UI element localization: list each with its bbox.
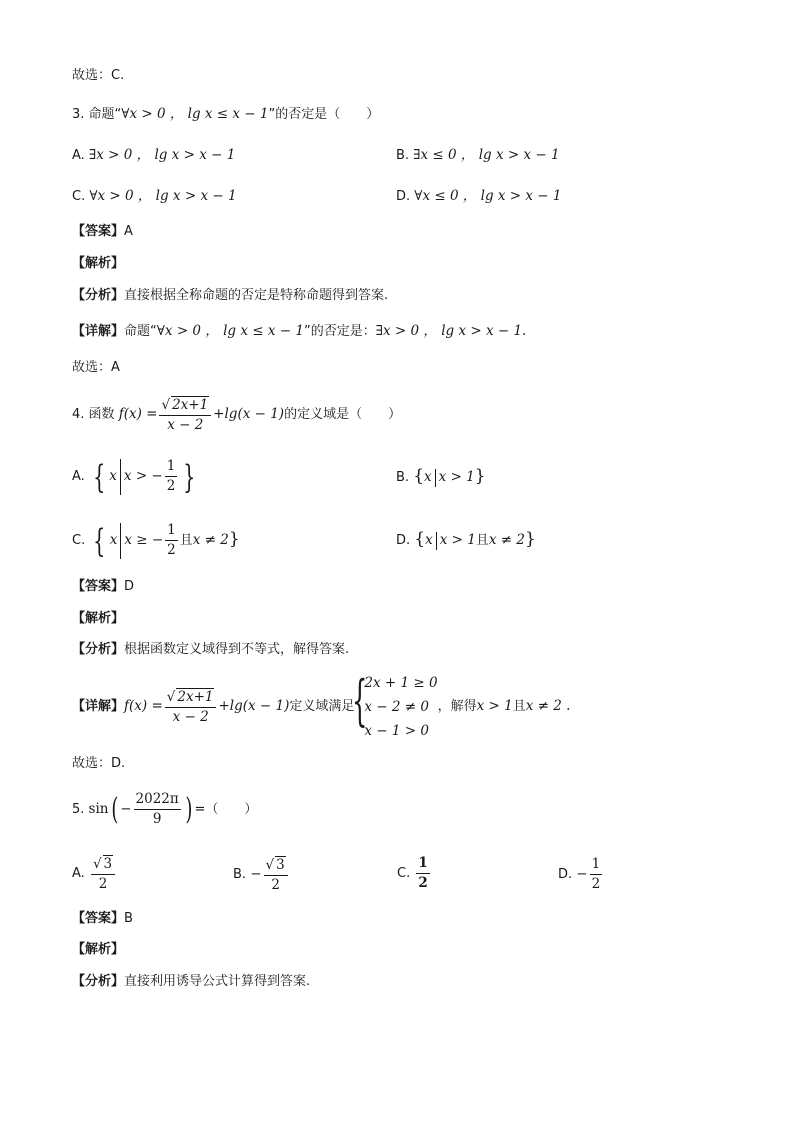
q4-xj-solve-math2: x ≠ 2 . — [525, 698, 571, 714]
q5-option-b-frac — [264, 856, 288, 894]
q4-option-b-cond: x > 1 — [438, 469, 475, 485]
q4-conclusion-answer: D. — [111, 756, 126, 771]
right-brace-icon: } — [474, 466, 486, 486]
q3-fenxi-tag: 【分析】 — [72, 288, 125, 303]
left-brace-icon: { — [93, 521, 106, 560]
q5-option-a-num: 3 — [103, 855, 113, 872]
q4-option-d-tail-math: x ≠ 2 — [488, 532, 525, 548]
q4-option-c-tail-math: x ≠ 2 — [192, 532, 229, 548]
q5-option-a-label: A. — [72, 866, 85, 881]
q4-option-b-var: x — [424, 469, 432, 485]
q4-inequality-system — [352, 668, 438, 743]
q4-fenxi-tag: 【分析】 — [72, 642, 125, 657]
q5-option-a — [72, 852, 117, 896]
q3-option-c-label: C. — [72, 189, 86, 204]
q3-jiexi — [72, 254, 124, 274]
q4-system-row-2: x − 2 ≠ 0 — [364, 698, 429, 715]
q3-stem-pre: 命题“ — [88, 107, 122, 122]
q4-xj-word: 定义域满足 — [289, 699, 355, 714]
q4-xiangjie — [72, 668, 570, 745]
q4-option-a-label: A. — [72, 469, 85, 484]
q4-xj-fx: f(x) = — [124, 698, 163, 714]
right-paren-icon: ) — [185, 791, 193, 827]
q5-jiexi — [72, 940, 124, 960]
q3-option-b — [396, 145, 560, 166]
right-brace-icon: } — [524, 529, 536, 549]
q4-option-c-tail-word: 且 — [179, 533, 193, 548]
q3-xiangjie-math1: ∀x > 0 ， lg x ≤ x − 1 — [156, 323, 304, 339]
q3-option-a-label: A. — [72, 148, 85, 163]
q4-jiexi — [72, 609, 124, 629]
q3-answer-value: A — [124, 224, 133, 239]
q2-conclusion — [72, 66, 124, 86]
q3-number: 3. — [72, 107, 85, 122]
q4-conclusion — [72, 754, 125, 774]
q5-option-b-sign: − — [250, 866, 262, 882]
q4-option-c-frac-num: 1 — [165, 522, 178, 541]
q4-option-c-frac — [165, 522, 178, 559]
q4-answer-tag: 【答案】 — [72, 579, 125, 594]
q4-jiexi-tag: 【解析】 — [72, 611, 125, 626]
q5-jiexi-tag: 【解析】 — [72, 942, 125, 957]
left-paren-icon: ( — [110, 791, 118, 827]
q3-xiangjie-tag: 【详解】 — [72, 324, 125, 339]
q3-answer-tag: 【答案】 — [72, 224, 125, 239]
q5-option-b — [233, 852, 290, 897]
q4-option-b-label: B. — [396, 470, 410, 485]
right-brace-icon: } — [183, 457, 196, 496]
q3-xiangjie-mid: ”的否定是： — [303, 324, 376, 339]
q3-option-a-math: ∃x > 0 ， lg x > x − 1 — [88, 147, 236, 163]
left-brace-icon: { — [414, 529, 426, 549]
q4-option-c-cond: x ≥ − — [124, 532, 164, 548]
q5-option-c — [397, 852, 432, 896]
q5-fraction — [134, 791, 181, 828]
q4-xj-fraction-num: 2x+1 — [177, 688, 214, 705]
q5-stem-post: =（ ） — [194, 802, 258, 817]
q3-option-b-label: B. — [396, 148, 410, 163]
q5-option-c-den: 2 — [418, 875, 428, 891]
q4-option-d-cond: x > 1 — [439, 532, 476, 548]
q4-conclusion-label: 故选： — [72, 756, 112, 771]
q4-option-c-frac-den: 2 — [167, 542, 176, 558]
q4-stem-pre: 函数 — [88, 407, 115, 422]
q4-option-a-frac-num: 1 — [165, 458, 178, 477]
set-bar-icon — [436, 532, 437, 550]
q4-xj-and: 且 — [512, 699, 526, 714]
q5-number: 5. — [72, 802, 85, 817]
q5-option-d-frac — [590, 856, 603, 893]
q4-answer-value: D — [124, 579, 135, 594]
q4-number: 4. — [72, 407, 85, 422]
q5-option-b-num: 3 — [276, 856, 285, 873]
q5-option-b-den: 2 — [271, 876, 280, 893]
q4-stem — [72, 394, 401, 435]
q5-sin: sin — [88, 801, 109, 817]
set-bar-icon — [435, 469, 436, 487]
q3-answer — [72, 222, 133, 242]
q3-stem-post: ”的否定是（ ） — [268, 107, 380, 122]
q4-option-d — [396, 529, 536, 551]
q5-answer — [72, 909, 133, 929]
q4-fraction — [159, 396, 211, 434]
q4-option-b — [396, 466, 486, 488]
q4-fraction-den: x − 2 — [167, 416, 204, 433]
q5-option-c-label: C. — [397, 866, 411, 881]
system-brace-icon: { — [352, 668, 368, 732]
q4-option-c — [72, 519, 240, 561]
left-brace-icon: { — [413, 466, 425, 486]
q5-option-d — [558, 852, 604, 897]
q5-option-d-den: 2 — [591, 876, 601, 892]
q5-option-b-label: B. — [233, 867, 247, 882]
q4-option-c-var: x — [109, 532, 118, 548]
q4-lg-part: +lg(x − 1) — [213, 406, 285, 422]
q4-option-d-label: D. — [396, 533, 411, 548]
q5-option-c-num: 1 — [416, 855, 429, 874]
q3-option-d-math: ∀x ≤ 0 ， lg x > x − 1 — [414, 188, 562, 204]
q3-option-d — [396, 186, 561, 207]
q5-answer-tag: 【答案】 — [72, 911, 125, 926]
q3-conclusion-answer: A — [111, 360, 120, 375]
q4-option-a-frac — [165, 458, 178, 495]
q3-stem — [72, 104, 379, 125]
q4-fenxi-text: 根据函数定义域得到不等式，解得答案. — [124, 642, 350, 657]
q3-option-a — [72, 145, 235, 166]
q5-stem — [72, 786, 257, 833]
sqrt-sign-icon: √ — [166, 688, 176, 705]
q3-jiexi-tag: 【解析】 — [72, 256, 125, 271]
right-brace-icon: } — [228, 529, 240, 549]
q4-xj-fraction — [165, 688, 217, 726]
q4-fraction-num: 2x+1 — [172, 396, 209, 413]
q4-xj-solve-math1: x > 1 — [476, 698, 513, 714]
q3-option-c-math: ∀x > 0 ， lg x > x − 1 — [89, 188, 237, 204]
q3-stem-math: ∀x > 0 ， lg x ≤ x − 1 — [121, 106, 269, 122]
q5-fraction-num: 2022π — [134, 791, 181, 810]
q3-conclusion-label: 故选： — [72, 360, 112, 375]
q4-option-a-frac-den: 2 — [166, 478, 176, 494]
q5-option-d-label: D. — [558, 867, 573, 882]
q5-option-a-frac — [91, 855, 115, 893]
q5-fenxi — [72, 972, 310, 992]
q3-xiangjie — [72, 321, 526, 342]
q5-option-c-frac — [416, 855, 429, 892]
q5-neg: − — [120, 801, 132, 817]
q5-option-d-sign: − — [576, 866, 588, 882]
q5-option-a-den: 2 — [98, 875, 108, 892]
sqrt-sign-icon: √ — [265, 856, 275, 873]
q4-option-a-cond: x > − — [123, 468, 163, 484]
q3-option-c — [72, 186, 237, 207]
q4-system-row-3: x − 1 > 0 — [364, 722, 429, 739]
q4-answer — [72, 577, 134, 597]
left-brace-icon: { — [93, 457, 106, 496]
q5-fraction-den: 9 — [152, 811, 162, 827]
q4-xj-solve-word: ，解得 — [437, 699, 477, 714]
q3-conclusion — [72, 358, 120, 378]
q4-option-a-var: x — [109, 468, 117, 484]
q4-xj-lg: +lg(x − 1) — [218, 698, 290, 714]
q4-stem-post: 的定义域是（ ） — [284, 407, 402, 422]
q5-fenxi-text: 直接利用诱导公式计算得到答案. — [124, 974, 311, 989]
q5-answer-value: B — [124, 911, 133, 926]
sqrt-sign-icon: √ — [92, 855, 102, 872]
q2-conclusion-label: 故选： — [72, 68, 112, 83]
sqrt-sign-icon: √ — [161, 396, 171, 413]
q4-system-row-1: 2x + 1 ≥ 0 — [364, 674, 438, 691]
q3-fenxi-text: 直接根据全称命题的否定是特称命题得到答案. — [124, 288, 389, 303]
q3-xiangjie-pre: 命题“ — [124, 324, 157, 339]
q5-option-d-num: 1 — [590, 856, 603, 875]
q4-xj-fraction-den: x − 2 — [172, 708, 209, 725]
q3-option-d-label: D. — [396, 189, 411, 204]
q3-xiangjie-math2: ∃x > 0 ， lg x > x − 1. — [375, 323, 527, 339]
q4-fenxi — [72, 640, 349, 660]
q4-option-c-label: C. — [72, 533, 86, 548]
q4-xiangjie-tag: 【详解】 — [72, 699, 125, 714]
q4-option-d-var: x — [425, 532, 433, 548]
q3-option-b-math: ∃x ≤ 0 ， lg x > x − 1 — [413, 147, 560, 163]
q4-fx: f(x) = — [118, 406, 158, 422]
q2-conclusion-answer: C. — [111, 68, 125, 83]
q5-fenxi-tag: 【分析】 — [72, 974, 125, 989]
q3-fenxi — [72, 286, 388, 306]
set-bar-icon — [120, 523, 121, 559]
q4-option-d-tail-word: 且 — [475, 533, 489, 548]
set-bar-icon — [120, 459, 121, 495]
q4-option-a — [72, 456, 200, 497]
